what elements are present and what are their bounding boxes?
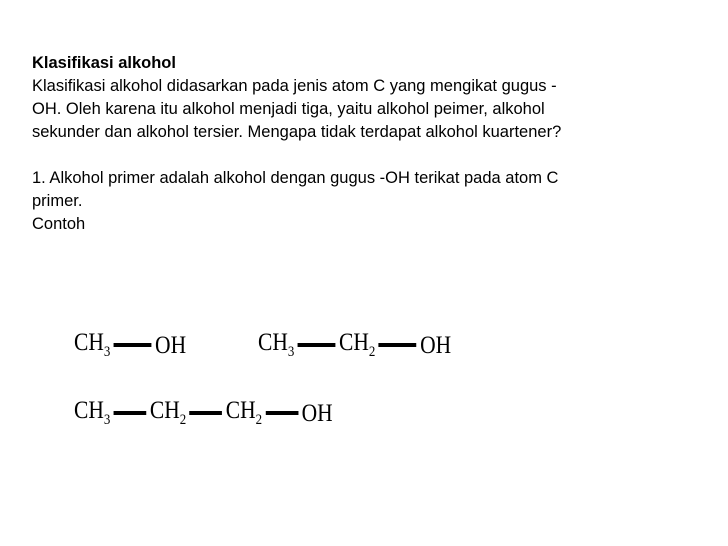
group-ch2: $CH_2$	[225, 397, 263, 428]
section-heading: Klasifikasi alkohol	[32, 54, 176, 72]
bond-line	[298, 343, 336, 347]
example-label: Contoh	[32, 215, 86, 233]
group-ch3: $CH_3$	[258, 329, 295, 360]
paragraph-line: sekunder dan alkohol tersier. Mengapa tidak terdapat alkohol kuartener?	[32, 123, 562, 141]
document-body	[32, 52, 702, 236]
bond-line	[379, 343, 417, 347]
group-oh: OH	[420, 331, 452, 359]
formula-ethanol	[258, 330, 451, 360]
group-ch2: $CH_2$	[149, 397, 187, 428]
bond-line	[114, 411, 147, 415]
group-ch2: $CH_2$	[339, 329, 376, 360]
group-ch3: $CH_3$	[74, 329, 111, 360]
group-oh: OH	[155, 331, 187, 359]
bond-line	[190, 411, 223, 415]
formula-methanol	[74, 330, 186, 360]
formula-propanol	[74, 398, 333, 428]
paragraph-line: OH. Oleh karena itu alkohol menjadi tiga, yaitu alkohol peimer, alkohol	[32, 100, 545, 118]
group-ch3: $CH_3$	[74, 397, 111, 428]
spacer	[32, 144, 702, 167]
bond-line	[266, 411, 299, 415]
bond-line	[114, 343, 152, 347]
paragraph-line: Klasifikasi alkohol didasarkan pada jenis atom C yang mengikat gugus -	[32, 77, 557, 95]
point-line: primer.	[32, 192, 83, 210]
point-line: 1. Alkohol primer adalah alkohol dengan gugus -OH terikat pada atom C	[32, 169, 559, 187]
group-oh: OH	[301, 399, 333, 427]
